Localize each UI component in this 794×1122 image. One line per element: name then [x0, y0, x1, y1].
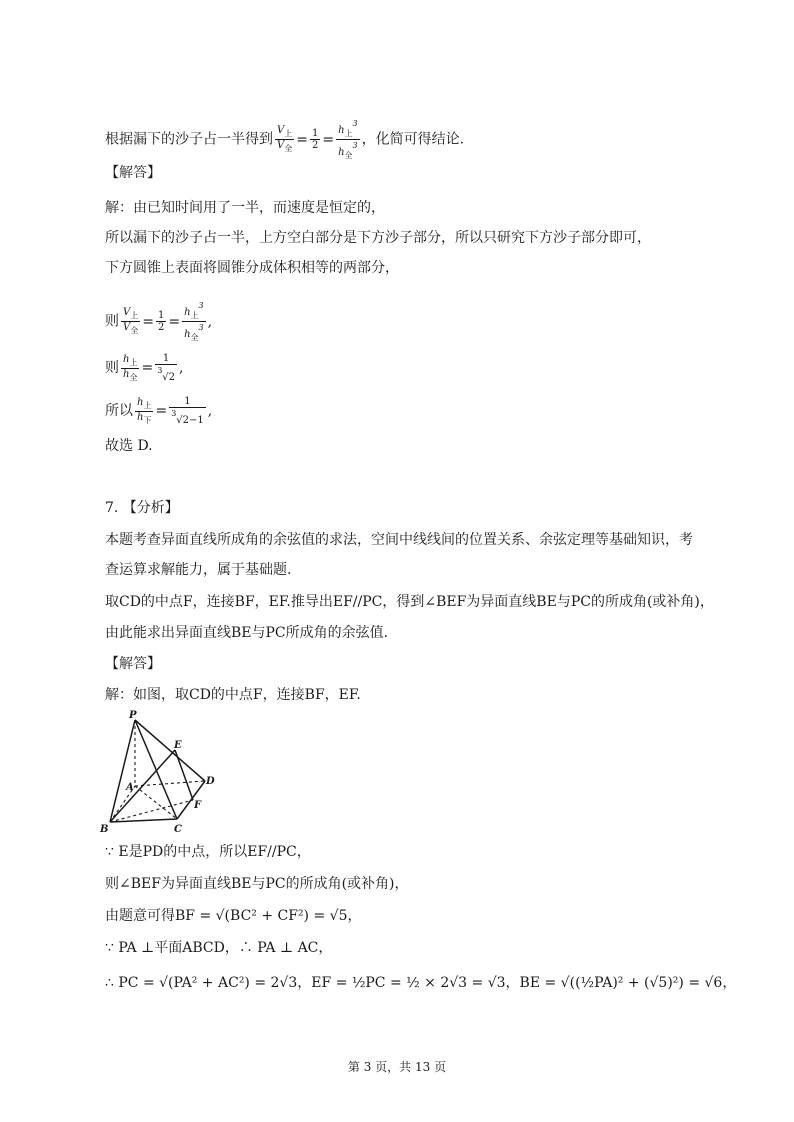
eq-line-3: 所以 $\frac{h_上}{h_下}$ = $\frac{1}{^3√2-1}$ ,	[105, 396, 213, 426]
label-d: D	[206, 776, 215, 787]
label-a: A	[126, 782, 134, 793]
q7-solution-line-3: 则∠BEF为异面直线BE与PC的所成角(或补角)，	[105, 876, 409, 892]
half-fraction: $\frac{1}{2}$	[311, 128, 319, 151]
solution-line-1: 解：由已知时间用了一半，而速度是恒定的，	[105, 200, 385, 216]
analysis-line-4: 由此能求出异面直线BE与PC所成角的余弦值.	[105, 625, 389, 641]
solution-line-2: 所以漏下的沙子占一半，上方空白部分是下方沙子部分，所以只研究下方沙子部分即可，	[105, 230, 651, 246]
analysis-line-1: 本题考查异面直线所成角的余弦值的求法，空间中线线间的位置关系、余弦定理等基础知识，考	[105, 532, 693, 548]
page-footer: 第 3 页，共 13 页	[347, 1060, 447, 1074]
analysis-line-3: 取CD的中点F，连接BF，EF.推导出EF//PC，得到∠BEF为异面直线BE与PC的所成角(或补角)，	[105, 594, 714, 610]
ze-label-2: 则	[105, 360, 119, 376]
q7-solution-heading: 【解答】	[105, 656, 161, 672]
conclusion-line: 故选 D.	[105, 438, 153, 454]
intro-text: 根据漏下的沙子占一半得到	[105, 131, 273, 148]
volume-ratio-fraction: $\frac{V_上}{V_全}$	[277, 125, 293, 153]
q7-solution-line-4: 由题意可得BF = √(BC² + CF²) = √5，	[105, 908, 362, 924]
intro-line: 根据漏下的沙子占一半得到 $\frac{V_上}{V_全}$ = $\frac{1}{2}$ = $\frac{h_上^3}{h_全^3}$ ，化简可得结论.	[105, 119, 465, 160]
analysis-line-2: 查运算求解能力，属于基础题.	[105, 562, 292, 578]
label-e: E	[174, 740, 182, 751]
solution-line-3: 下方圆锥上表面将圆锥分成体积相等的两部分，	[105, 260, 399, 276]
intro-tail: ，化简可得结论.	[361, 131, 465, 148]
eq-line-1: 则 $\frac{V_上}{V_全}$ = $\frac{1}{2}$ = $\frac{h_上^3}{h_全^3}$ ,	[105, 301, 213, 342]
pyramid-figure	[98, 708, 223, 838]
q7-solution-line-2: ∵ E是PD的中点，所以EF//PC，	[105, 844, 311, 860]
height-cube-ratio: $\frac{h_上^3}{h_全^3}$	[338, 119, 358, 160]
q7-heading: 7. 【分析】	[105, 500, 179, 516]
label-p: P	[129, 710, 137, 721]
label-c: C	[174, 824, 182, 835]
solution-heading: 【解答】	[105, 165, 161, 181]
q7-solution-line-5: ∵ PA ⊥平面ABCD，∴ PA ⊥ AC，	[105, 940, 333, 956]
suoyi-label: 所以	[105, 403, 133, 419]
eq-line-2: 则 $\frac{h_上}{h_全}$ = $\frac{1}{^3√2}$ ,	[105, 353, 184, 383]
label-f: F	[194, 800, 202, 811]
ze-label: 则	[105, 313, 119, 330]
q7-solution-line-1: 解：如图，取CD的中点F，连接BF，EF.	[105, 687, 361, 703]
label-b: B	[100, 824, 109, 835]
q7-solution-line-6: ∴ PC = √(PA² + AC²) = 2√3，EF = ½PC = ½ × 2√3 = √3，BE = √((½PA)² + (√5)²) = √6，	[105, 975, 737, 991]
